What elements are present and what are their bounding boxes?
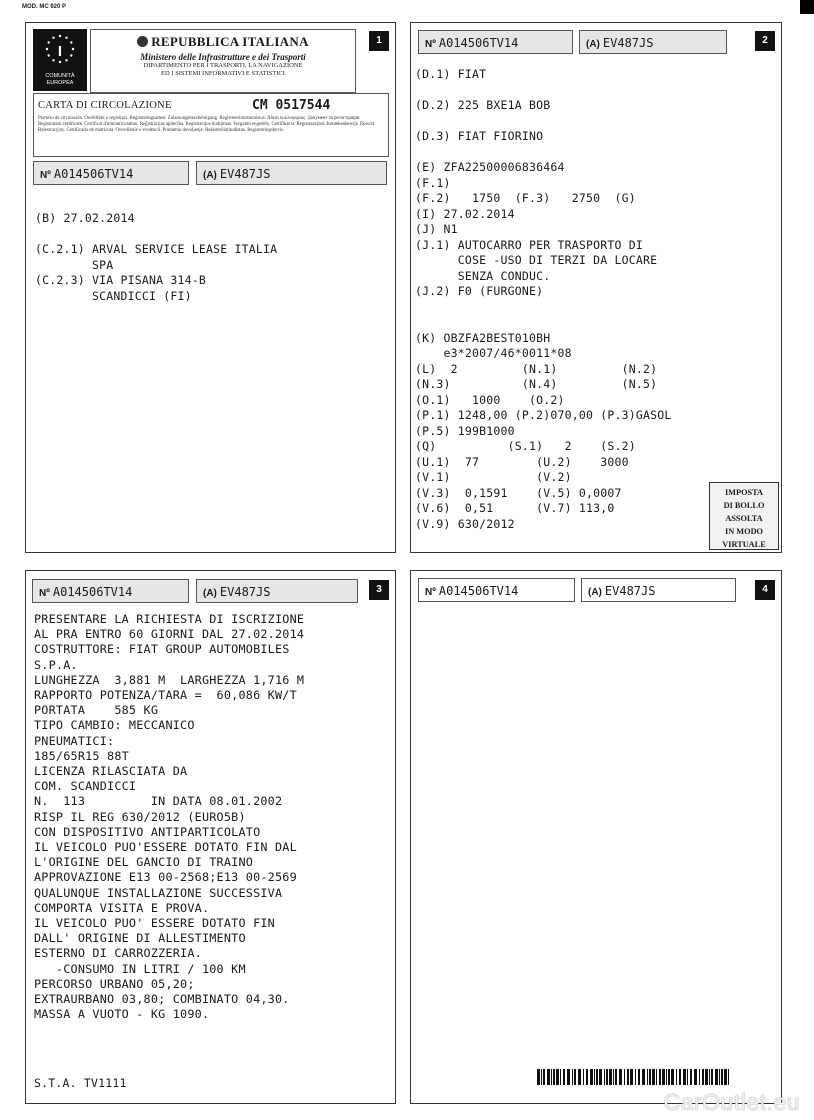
- carta-fine-print: Permiso de circulación. Osvědčení o registraci. Registreringsattest. Zulassungsbescheinigung. Registreerimistunnistus. Άδεια κυκλοφορίας. Документ за регистрация. Registration certificate. Certificat d'immatriculation. Reģistrācijas apliecība. Registracijos liudijimas. Forgalmi engedély. Certifikat ta' Registrazzjoni. Kentekenbewijs. Dowód Rejestracyjny. Certificado de matrícula. Osvedčenie o evidencii. Prometno dovoljenje. Rekisteröintitodistus. Registreringsbevis.: [38, 116, 375, 133]
- republic-header: [90, 29, 356, 93]
- panel-number: 3: [369, 580, 389, 600]
- field-line: COMPORTA VISITA E PROVA.: [34, 900, 210, 915]
- field-line: PRESENTARE LA RICHIESTA DI ISCRIZIONE: [34, 612, 305, 626]
- field-line: [35, 227, 277, 243]
- field-line: APPROVAZIONE E13 00-2568;E13 00-2569: [34, 870, 297, 885]
- plate-number: EV487JS: [602, 36, 654, 50]
- field-line: IL VEICOLO PUO'ESSERE DOTATO FIN DAL: [34, 840, 297, 855]
- stamp-line: IMPOSTA: [724, 488, 764, 497]
- id-number-box: [418, 578, 575, 602]
- panel-1-fields: [35, 211, 277, 304]
- field-line: CON DISPOSITIVO ANTIPARTICOLATO: [34, 824, 261, 839]
- stamp-line: VIRTUALE: [722, 540, 766, 549]
- field-line: IL VEICOLO PUO' ESSERE DOTATO FIN: [34, 916, 275, 931]
- field-line: [415, 145, 671, 161]
- field-line: (J.2) F0 (FURGONE): [415, 284, 544, 298]
- field-line: (F.1): [415, 175, 451, 190]
- carta-number: CM 0517544: [252, 98, 331, 113]
- field-line: (J.1) AUTOCARRO PER TRASPORTO DI: [415, 237, 643, 252]
- field-line: PERCORSO URBANO 05,20;: [34, 976, 195, 991]
- field-line: SENZA CONDUC.: [415, 268, 551, 283]
- id-number-box: [32, 579, 189, 603]
- field-line: (N.3) (N.4) (N.5): [415, 377, 658, 391]
- panel-3-notes: [34, 612, 304, 1022]
- panel-number: 4: [755, 580, 775, 600]
- field-line: SCANDICCI (FI): [35, 288, 192, 303]
- numero-sign: Nº: [425, 587, 436, 598]
- plate-box: [579, 30, 727, 54]
- field-line: (L) 2 (N.1) (N.2): [415, 361, 658, 376]
- numero-sign: Nº: [40, 170, 51, 181]
- field-line: (E) ZFA22500006836464: [415, 160, 565, 174]
- plate-number: EV487JS: [604, 584, 656, 598]
- plate-code-label: (A): [586, 39, 600, 50]
- watermark: CarOutlet.eu: [663, 1089, 800, 1115]
- field-line: (P.5) 199B1000: [415, 423, 515, 438]
- field-line: COSE -USO DI TERZI DA LOCARE: [415, 253, 658, 267]
- plate-code-label: (A): [588, 587, 602, 598]
- field-line: [415, 300, 671, 316]
- id-number: A014506TV14: [53, 167, 134, 181]
- field-line: L'ORIGINE DEL GANCIO DI TRAINO: [34, 855, 254, 870]
- form-code: MOD. MC 920 P: [22, 4, 67, 10]
- country-code: I: [57, 43, 63, 60]
- stamp-line: IN MODO: [724, 527, 764, 536]
- field-line: 185/65R15 88T: [34, 748, 129, 763]
- panel-number: 1: [369, 31, 389, 51]
- field-line: (K) OBZFA2BEST010BH: [415, 330, 551, 345]
- panel-number: 2: [755, 31, 775, 51]
- field-line: MASSA A VUOTO - KG 1090.: [34, 1007, 210, 1022]
- field-line: (P.1) 1248,00 (P.2)070,00 (P.3)GASOL: [415, 408, 672, 422]
- field-line: -CONSUMO IN LITRI / 100 KM: [34, 961, 246, 976]
- field-line: [415, 83, 671, 99]
- id-number: A014506TV14: [438, 584, 519, 598]
- field-line: (V.9) 630/2012: [415, 516, 515, 531]
- plate-number: EV487JS: [219, 167, 271, 181]
- field-line: DALL' ORIGINE DI ALLESTIMENTO: [34, 931, 246, 946]
- republic-title: [91, 34, 355, 50]
- field-line: RAPPORTO POTENZA/TARA = 60,086 KW/T: [34, 688, 297, 703]
- eu-label: COMUNITÀ EUROPEA: [45, 73, 75, 86]
- field-line: (D.1) FIAT: [415, 67, 487, 81]
- field-line: PNEUMATICI:: [34, 733, 115, 748]
- field-line: COM. SCANDICCI: [34, 779, 137, 794]
- field-line: ESTERNO DI CARROZZERIA.: [34, 946, 202, 961]
- field-line: (C.2.3) VIA PISANA 314-B: [35, 273, 206, 287]
- plate-code-label: (A): [203, 588, 217, 599]
- field-line: (V.3) 0,1591 (V.5) 0,0007: [415, 485, 622, 500]
- panel-4: [410, 570, 782, 1104]
- carta-label: CARTA DI CIRCOLAZIONE: [38, 100, 172, 111]
- ministry-name: Ministero delle Infrastrutture e dei Trasporti: [140, 52, 306, 62]
- field-line: (V.6) 0,51 (V.7) 113,0: [415, 501, 615, 515]
- plate-box: [196, 579, 358, 603]
- field-line: AL PRA ENTRO 60 GIORNI DAL 27.02.2014: [34, 627, 305, 642]
- republic-emblem-icon: [137, 36, 148, 47]
- id-number-box: [33, 161, 189, 185]
- field-line: (O.1) 1000 (O.2): [415, 392, 565, 407]
- field-line: (V.1) (V.2): [415, 470, 572, 484]
- id-number-box: [418, 30, 573, 54]
- carta-box: [33, 93, 389, 157]
- corner-mark: [800, 0, 814, 14]
- field-line: EXTRAURBANO 03,80; COMBINATO 04,30.: [34, 992, 290, 1007]
- field-line: S.P.A.: [34, 657, 78, 672]
- field-line: (C.2.1) ARVAL SERVICE LEASE ITALIA: [35, 242, 278, 256]
- republic-title-text: REPUBBLICA ITALIANA: [151, 34, 309, 49]
- field-line: COSTRUTTORE: FIAT GROUP AUTOMOBILES: [34, 642, 290, 657]
- field-line: LUNGHEZZA 3,881 M LARGHEZZA 1,716 M: [34, 672, 305, 687]
- field-line: [415, 315, 671, 331]
- panel-2-fields: [415, 67, 671, 532]
- field-line: (I) 27.02.2014: [415, 206, 515, 221]
- panel-2: [410, 22, 782, 553]
- barcode-icon: [537, 1069, 733, 1085]
- field-line: (U.1) 77 (U.2) 3000: [415, 454, 629, 469]
- panel-1: [25, 22, 396, 553]
- field-line: RISP IL REG 630/2012 (EURO5B): [34, 809, 246, 824]
- id-number: A014506TV14: [52, 585, 133, 599]
- field-line: LICENZA RILASCIATA DA: [34, 764, 188, 779]
- field-line: (D.2) 225 BXE1A BOB: [415, 98, 551, 112]
- field-line: N. 113 IN DATA 08.01.2002: [34, 794, 283, 809]
- id-number: A014506TV14: [438, 36, 519, 50]
- field-line: (J) N1: [415, 222, 458, 236]
- panel-3: [25, 570, 396, 1104]
- eu-emblem: [33, 29, 87, 91]
- field-line: (D.3) FIAT FIORINO: [415, 129, 544, 143]
- field-line: (F.2) 1750 (F.3) 2750 (G): [415, 191, 636, 205]
- field-line: TIPO CAMBIO: MECCANICO: [34, 718, 195, 733]
- numero-sign: Nº: [425, 39, 436, 50]
- field-line: PORTATA 585 KG: [34, 703, 159, 718]
- plate-box: [581, 578, 736, 602]
- department-line-1: DIPARTIMENTO PER I TRASPORTI, LA NAVIGAZIONE: [143, 62, 303, 69]
- field-line: e3*2007/46*0011*08: [415, 346, 572, 360]
- tax-stamp: [709, 482, 779, 550]
- stamp-line: ASSOLTA: [725, 514, 763, 523]
- department-line-2: ED I SISTEMI INFORMATIVI E STATISTICI: [161, 69, 285, 77]
- plate-code-label: (A): [203, 170, 217, 181]
- field-line: QUALUNQUE INSTALLAZIONE SUCCESSIVA: [34, 885, 283, 900]
- field-line: [415, 114, 671, 130]
- field-line: (Q) (S.1) 2 (S.2): [415, 439, 636, 453]
- numero-sign: Nº: [39, 588, 50, 599]
- plate-box: [196, 161, 387, 185]
- sta-footer: S.T.A. TV1111: [34, 1076, 127, 1090]
- plate-number: EV487JS: [219, 585, 271, 599]
- stamp-line: DI BOLLO: [723, 501, 765, 510]
- field-line: SPA: [35, 257, 114, 272]
- field-line: (B) 27.02.2014: [35, 211, 135, 225]
